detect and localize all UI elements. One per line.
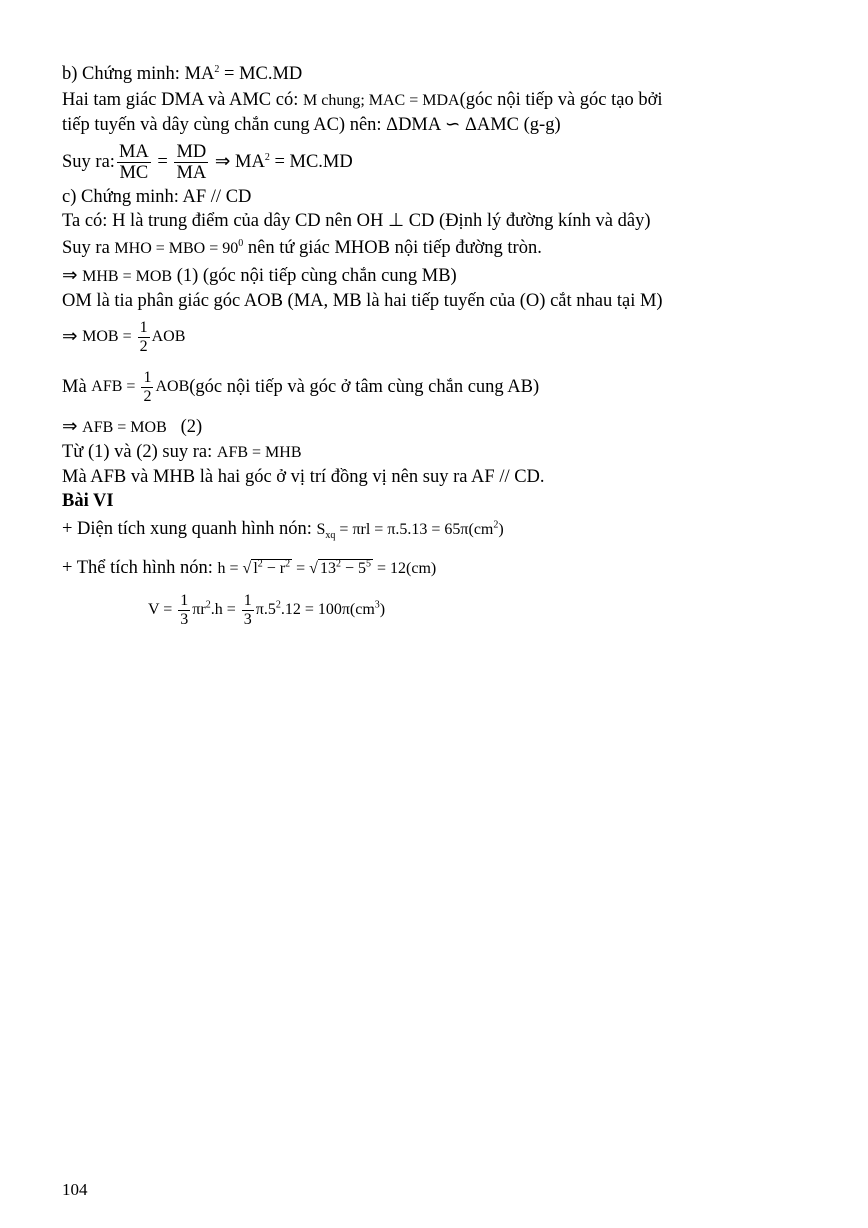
fraction-half	[141, 369, 153, 406]
text: π.5	[255, 601, 276, 618]
denominator: 3	[243, 610, 252, 628]
text: = πrl = π.5.13 = 65π	[335, 521, 469, 538]
text: .h =	[210, 601, 240, 618]
fraction-half	[138, 319, 150, 356]
text: Hai tam giác DMA và AMC có:	[62, 90, 303, 110]
math: MHB = MOB	[82, 268, 173, 285]
denominator: MC	[119, 162, 149, 183]
math: MHO = MBO = 90	[114, 240, 239, 257]
math: M chung;	[302, 92, 369, 109]
sqrt-radicand	[251, 557, 292, 581]
text: c) Chứng minh: AF // CD	[62, 187, 252, 207]
part-c-line5	[62, 315, 822, 359]
result	[210, 151, 352, 173]
part-c-line9	[62, 465, 822, 489]
text: (cm	[349, 601, 375, 618]
text: nên tứ giác MHOB nội tiếp đường tròn.	[243, 238, 542, 258]
text: .12 = 100π	[280, 601, 350, 618]
part-c-line6	[62, 365, 822, 409]
fraction-ma-mc	[117, 142, 151, 183]
text: Ta có: H là trung điểm của dây CD nên OH ⊥ CD (Định lý đường kính và dây)	[62, 211, 651, 231]
symbol: S	[316, 521, 326, 538]
part-b-line1	[62, 88, 822, 113]
numerator: 1	[243, 591, 252, 609]
text: l	[253, 560, 258, 577]
math: AFB =	[91, 378, 140, 395]
math: MAC = MDA	[368, 92, 460, 109]
text: Suy ra:	[62, 151, 115, 172]
part-c-line4	[62, 289, 822, 313]
text: 13	[319, 560, 336, 577]
denominator: 2	[143, 387, 152, 405]
fraction-third	[242, 592, 254, 629]
part-c-heading	[62, 185, 822, 209]
part-c-line2	[62, 236, 822, 261]
bai6-line2	[62, 556, 822, 581]
math: AOB	[151, 328, 186, 345]
part-c-line1	[62, 209, 822, 233]
bai6-line1	[62, 517, 822, 542]
text: )	[379, 601, 386, 618]
radicand	[318, 559, 373, 577]
equals: =	[152, 151, 173, 172]
text: OM là tia phân giác góc AOB (MA, MB là hai tiếp tuyến của (O) cắt nhau tại M)	[62, 291, 663, 311]
text: )	[498, 521, 504, 538]
text: Mà	[62, 376, 92, 397]
text: = MC.MD	[219, 64, 303, 84]
text: − 5	[340, 560, 366, 577]
text: = MC.MD	[269, 152, 353, 172]
text: = 12(cm)	[372, 560, 437, 577]
math	[316, 519, 504, 542]
radicand	[251, 559, 292, 577]
part-c-line8	[62, 440, 822, 465]
part-b-suyra	[62, 139, 822, 185]
numerator: 1	[143, 368, 152, 386]
numerator: MD	[176, 141, 207, 162]
bai6-line3	[62, 587, 822, 633]
text: b) Chứng minh: MA	[62, 64, 215, 84]
text: (1) (góc nội tiếp cùng chắn cung MB)	[172, 266, 457, 286]
math: V =	[148, 601, 177, 618]
section-heading-bai-vi	[62, 489, 822, 513]
text: h =	[217, 560, 243, 577]
text: (cm	[468, 521, 494, 538]
part-b-heading	[62, 62, 822, 86]
text: + Diện tích xung quanh hình nón:	[62, 519, 317, 539]
superscript: 2	[493, 519, 499, 531]
text: ⇒	[62, 266, 83, 286]
text: Bài VI	[62, 491, 114, 511]
text: (góc nội tiếp và góc tạo bởi	[459, 90, 663, 110]
denominator: 3	[180, 610, 189, 628]
superscript: 2	[205, 599, 211, 611]
superscript: 2	[285, 558, 291, 570]
subscript: xq	[325, 530, 336, 542]
page-number: 104	[62, 1180, 88, 1199]
text: Mà AFB và MHB là hai góc ở vị trí đồng vị nên suy ra AF // CD.	[62, 467, 545, 487]
text: ⇒	[62, 327, 83, 347]
part-c-line3	[62, 264, 822, 289]
text: Từ (1) và (2) suy ra:	[62, 442, 217, 462]
text: πr	[192, 601, 206, 618]
math	[256, 601, 385, 619]
text: Suy ra	[62, 238, 115, 258]
numerator: 1	[180, 591, 189, 609]
math: MOB =	[82, 328, 136, 345]
math: AFB = MHB	[216, 444, 302, 461]
text: =	[292, 560, 310, 577]
text: − r	[262, 560, 286, 577]
part-b-line2	[62, 113, 822, 137]
superscript: 3	[374, 599, 380, 611]
numerator: MA	[118, 141, 149, 162]
sqrt-radicand	[318, 557, 373, 581]
superscript: 0	[238, 237, 244, 249]
superscript: 2	[264, 151, 270, 163]
text: (góc nội tiếp và góc ở tâm cùng chắn cung AB)	[189, 376, 540, 397]
part-c-line7	[62, 415, 822, 440]
text: tiếp tuyến và dây cùng chắn cung AC) nên: ΔDMA ∽ ΔAMC (g-g)	[62, 115, 561, 135]
fraction-third	[178, 592, 190, 629]
math: AOB	[155, 378, 190, 395]
text: ⇒	[62, 417, 83, 437]
page-content	[62, 62, 822, 633]
fraction-md-ma	[174, 142, 208, 183]
denominator: MA	[176, 162, 207, 183]
numerator: 1	[139, 318, 148, 336]
superscript: 2	[275, 599, 281, 611]
math	[192, 601, 239, 619]
superscript: 2	[335, 558, 341, 570]
text: ⇒ MA	[210, 152, 265, 172]
math: h = √ $l^2 - r^2$ = √ $13^2 - 5^5 = 12(cm)$	[218, 560, 437, 577]
denominator: 2	[139, 337, 148, 355]
superscript: 5	[365, 558, 371, 570]
superscript: 2	[257, 558, 263, 570]
text: + Thể tích hình nón:	[62, 558, 218, 578]
superscript: 2	[214, 63, 220, 75]
math: AFB = MOB	[82, 419, 167, 436]
text: (2)	[166, 417, 203, 437]
